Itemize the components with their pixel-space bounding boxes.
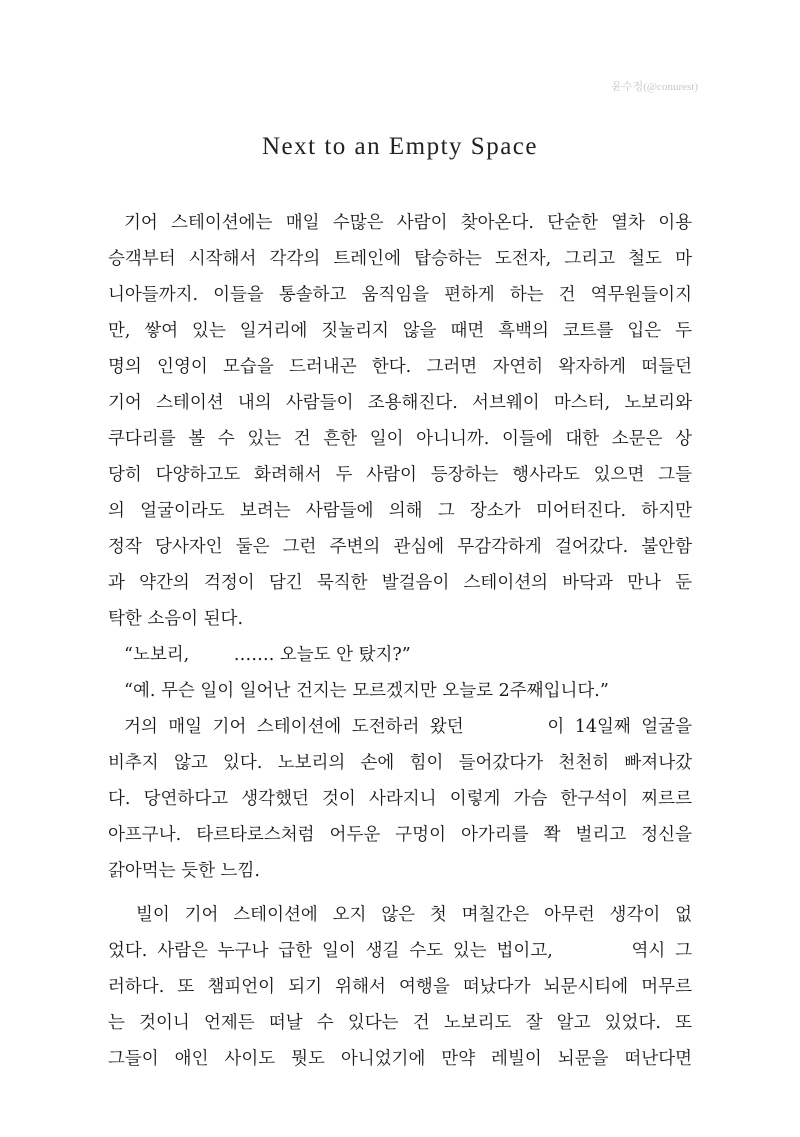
- body-line: 기어 스테이션 내의 사람들이 조용해진다. 서브웨이 마스터, 노보리와: [108, 393, 692, 413]
- author-credit: 윤수정(@conurest): [611, 81, 698, 93]
- story-body: [108, 205, 692, 1077]
- body-line: 빌이 기어 스테이션에 오지 않은 첫 며칠간은 아무런 생각이 없: [136, 905, 692, 925]
- body-line: 승객부터 시작해서 각각의 트레인에 탑승하는 도전자, 그리고 철도 마: [108, 249, 692, 269]
- body-line: 아프구나. 타르타로스처럼 어두운 구멍이 아가리를 쫙 벌리고 정신을: [108, 825, 692, 845]
- body-line: 다. 당연하다고 생각했던 것이 사라지니 이렇게 가슴 한구석이 찌르르: [108, 789, 692, 809]
- dialogue-line: “노보리, ……. 오늘도 안 탔지?”: [124, 645, 411, 665]
- story-title: Next to an Empty Space: [262, 133, 538, 160]
- body-line: 거의 매일 기어 스테이션에 도전하러 왔던 이 14일째 얼굴을: [124, 717, 692, 737]
- body-line: 러하다. 또 챔피언이 되기 위해서 여행을 떠났다가 뇌문시티에 머무르: [108, 977, 692, 997]
- body-line: 었다. 사람은 누구나 급한 일이 생길 수도 있는 법이고, 역시 그: [108, 941, 692, 961]
- body-line: 명의 인영이 모습을 드러내곤 한다. 그러면 자연히 왁자하게 떠들던: [108, 357, 692, 377]
- body-line: 그들이 애인 사이도 뭣도 아니었기에 만약 레빌이 뇌문을 떠난다면: [108, 1049, 692, 1069]
- body-line: 니아들까지. 이들을 통솔하고 움직임을 편하게 하는 건 역무원들이지: [108, 285, 692, 305]
- body-line: 갉아먹는 듯한 느낌.: [108, 861, 260, 881]
- body-line: 과 약간의 걱정이 담긴 묵직한 발걸음이 스테이션의 바닥과 만나 둔: [108, 573, 692, 593]
- body-line: 탁한 소음이 된다.: [108, 609, 244, 629]
- body-line: 만, 쌓여 있는 일거리에 짓눌리지 않을 때면 흑백의 코트를 입은 두: [108, 321, 692, 341]
- body-line: 정작 당사자인 둘은 그런 주변의 관심에 무감각하게 걸어갔다. 불안함: [108, 537, 692, 557]
- body-line: 비추지 않고 있다. 노보리의 손에 힘이 들어갔다가 천천히 빠져나갔: [108, 753, 692, 773]
- body-line: 쿠다리를 볼 수 있는 건 흔한 일이 아니니까. 이들에 대한 소문은 상: [108, 429, 692, 449]
- body-line: 당히 다양하고도 화려해서 두 사람이 등장하는 행사라도 있으면 그들: [108, 465, 692, 485]
- body-line: 는 것이니 언제든 떠날 수 있다는 건 노보리도 잘 알고 있었다. 또: [108, 1013, 692, 1033]
- body-line: 의 얼굴이라도 보려는 사람들에 의해 그 장소가 미어터진다. 하지만: [108, 501, 692, 521]
- dialogue-line: “예. 무슨 일이 일어난 건지는 모르겠지만 오늘로 2주째입니다.”: [124, 681, 609, 701]
- body-line: 기어 스테이션에는 매일 수많은 사람이 찾아온다. 단순한 열차 이용: [124, 213, 692, 233]
